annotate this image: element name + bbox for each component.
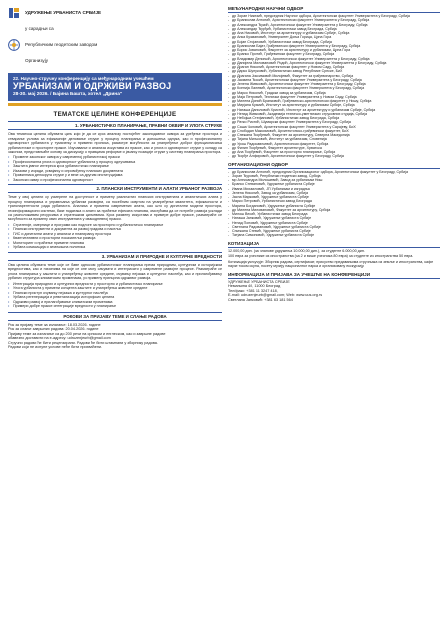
committee-member: - мр Александра Милошевић, Завод за урбанизам Ниш xyxy=(228,178,440,182)
topic-item: • Мониторинг и праћење примене планова xyxy=(8,241,222,246)
committee-member: - др Бранислав Антонић, председник Организационог одбора, Архитектонски факултет у Београду, Србија xyxy=(228,170,440,174)
topics-title: ТЕМАТСКЕ ЦЕЛИНЕ КОНФЕРЕНЦИЈЕ xyxy=(53,111,177,119)
committee-member: - др Бранислав Бајат, Грађевински факултет Универзитета у Београду, Србија xyxy=(228,44,440,48)
org-committee-list xyxy=(228,170,440,238)
right-column xyxy=(228,6,440,302)
committee-member: - др Снежана Ђорђевић, Факултет за архитектуру, Северна Македонија xyxy=(228,133,440,137)
committee-member: - др Владимир Депоњић, Архитектонски факултет Универзитета у Београду, Србија xyxy=(228,57,440,61)
deadlines-heading: РОКОВИ ЗА ПРИЈАВУ ТЕМЕ И СЛАЊЕ РАДОВА xyxy=(8,313,222,321)
contact-email-web[interactable]: Е-mail: udruzenjeurb@gmail.com; Web: www.uus.org.rs xyxy=(228,293,323,298)
committee-member: - Милош Весић, Урбанистички завод Београда xyxy=(228,212,440,216)
committee-member: - Јасна Марковић, Удружење урбаниста Србије xyxy=(228,195,440,199)
topic-item: • Плански приступ очувању пејзажа и културног наслеђа xyxy=(8,291,222,296)
scientific-committee-list xyxy=(228,14,440,159)
committee-member: - Ивана Михаиловић, ЈП Урбанизам и изградња xyxy=(228,187,440,191)
section-text: Ова целина обухвата теме које се баве односом урбанистичког планирања према природним, културним и историјским вредностима, као и начинима на које се оне могу сачувати и интегрисати у савремене развојне процесе. Разматраће се улога планирања у заштити и унапређењу животне средине, очувању пејзажа и културног наслеђа, као и прилагођавању урбаних структура климатским променама, уз примену принципа одрживог развоја. xyxy=(8,262,222,281)
with-row xyxy=(8,22,222,36)
banner-title: УРБАНИЗАМ И ОДРЖИВИ РАЗВОЈ xyxy=(13,81,172,92)
section-3 xyxy=(8,252,222,309)
committee-member: - Марко Петровић, Урбанистички завод Београда xyxy=(228,199,440,203)
committee-member: - др Филип Ђорђевић, Факултет архитектуре, Хрватска xyxy=(228,146,440,150)
organizer-name: УДРУЖЕЊЕ УРБАНИСТА СРБИЈЕ xyxy=(25,10,102,16)
fees-heading: КОТИЗАЦИЈА xyxy=(228,241,440,248)
fee-line: Котизација укључује: Зборник радова, сертификат, присуство предавањима стручњака из земље и иностранства, кафе паузе током скупа, посету музеју националног парка и организовану екскурзију. xyxy=(228,259,434,268)
topic-item: • Професионална улога и одговорност урбаниста у процесу одлучивања xyxy=(8,160,222,165)
committee-member: - др Мирјана Кузмић, Институт за архитектуру и урбанизам Србије, Србија xyxy=(228,103,440,107)
committee-member: - Сњежана Стевић, Удружење урбаниста Србије xyxy=(228,229,440,233)
committee-member: - др Ана Никовић, Институт за архитектуру и урбанизам Србије, Србија xyxy=(228,31,440,35)
committee-member: - др Борис Јовановић, Факултет за архитектуру и урбанизам, Црна Гора xyxy=(228,48,440,52)
organizer-row xyxy=(8,6,222,20)
topic-item: • Примери добре праксе интеграције вредности у планирање xyxy=(8,304,222,309)
committee-member: - др Дарко Шупуковић, Урбанистички завод Републике Српске, БиХ xyxy=(228,69,440,73)
committee-member: - др Јелена Живковић, Архитектонски факултет Универзитета у Београду, Србија xyxy=(228,82,440,86)
topic-item: • Улога урбаниста у примени концепта заштите и унапређења животне средине xyxy=(8,286,222,291)
committee-member: - др Јасмина Ђокић, Архитектонски факултет Универзитета у Београду, Србија xyxy=(228,78,440,82)
conference-banner xyxy=(8,73,222,101)
association-logo-icon xyxy=(8,7,20,19)
section-heading: 2. ПЛАНСКИ ИНСТРУМЕНТИ И АЛАТИ УРБАНОГ РАЗВОЈА xyxy=(8,184,222,193)
committee-member: - др Ратко Ристић, Шумарски факултет Универзитета у Београду, Србија xyxy=(228,120,440,124)
section-1 xyxy=(8,121,222,182)
committee-member: - др Ана Ђорђевић, Факултет за просторно планирање, Србија xyxy=(228,150,440,154)
banner-subtitle: 22. Научно-стручну конференцију са међународним учешћем xyxy=(13,76,154,81)
section-2 xyxy=(8,184,222,249)
committee-member: - Наташа Јанковић, Удружење урбаниста Србије xyxy=(228,216,440,220)
topic-item: • Квантитативни и просторни показатељи развоја xyxy=(8,236,222,241)
topic-item: • Стратегије, смернице и програми као подлоге за просторно и урбанистичко планирање xyxy=(8,223,222,228)
topic-item: • ГИС и дигитални алати у анализи и планирању простора xyxy=(8,232,222,237)
committee-member: - др Милена Динић Бранковић, Грађевинско-архитектонски факултет у Нишу, Србија xyxy=(228,99,440,103)
committee-member: - др Наташа Даниловић Христић, Институт за архитектуру и урбанизам Србије, Србија xyxy=(228,108,440,112)
contact-address: Немањина 4/I, 11000 Београд xyxy=(228,284,281,289)
role-row xyxy=(8,54,222,68)
committee-member: - др Бојан Стојановић, Урбанистички завод Београда, Србија xyxy=(228,40,440,44)
committee-member: - др Марко Николић, Градски завод за урбанизам, Србија xyxy=(228,91,440,95)
committee-member: - др Маја Петровић, Технички факултет Универзитета у Новом Саду, Србија xyxy=(228,95,440,99)
topic-item: • Промене законског оквира у савременој урбанистичкој пракси xyxy=(8,155,222,160)
committee-member: - др Небојша Стефановић, Урбанистички завод Београда, Србија xyxy=(228,116,440,120)
section-text: Теме у овој целини су усмерене на доступност и примену различитих планских инструмената и аналитичких алата у процесу планирања и управљања урбаним развојем, са посебним освртом на унапређење квалитета, ефикасности и транспарентности рада урбаниста. Анализа и примена савремених алата, као што су дигитални модели простора, геоинформациони системи, базе података и алати за праћење ефеката планова, омогућава да се потребе развоја усклади са расположивим ресурсима и стратешким циљевима. Кроз размену искустава и примере добре праксе, разматраће се могућности за примену ових инструмената у свакодневној пракси. xyxy=(8,195,222,222)
contact-person: Светлана Јанковић: +381 63 181 564 xyxy=(228,297,293,302)
committee-member: - др Бранислав Антонић, Архитектонски факултет Универзитета у Београду, Србија xyxy=(228,18,440,22)
section-topic-list xyxy=(8,223,222,250)
committee-member: - Зоран Ђуровић, Републички геодетски завод, Србија xyxy=(228,174,440,178)
deadline-line: Рок за слање завршних радова: 20.04.2026. године xyxy=(8,327,99,332)
accent-stripe xyxy=(8,103,222,106)
committee-member: - др Тијана Миљковић, Институт за урбанизам, Словенија xyxy=(228,137,440,141)
committee-member: - др Ксенија Лалевић, Архитектонски факултет Универзитета у Београду, Србија xyxy=(228,86,440,90)
committee-member: - др Александра Ђукић, Архитектонски факултет Универзитета у Београду, Србија xyxy=(228,23,440,27)
partner-name: Републичким геодетским заводом xyxy=(25,42,98,48)
committee-member: - др Слободан Максимовић, Архитектонско-грађевински факултет, БиХ xyxy=(228,129,440,133)
committee-member: - Марина Богдановић, Удружење урбаниста Србије xyxy=(228,204,440,208)
committee-member: - Бранко Стевановић, Удружење урбаниста Србије xyxy=(228,182,440,186)
fee-line: 100 евра за учеснике из иностранства (за 2 и више учесника 80 евра) за студенте из иностранства 50 евра. xyxy=(228,254,414,258)
committee-member: - Јелена Николић, Завод за урбанизам, Србија xyxy=(228,191,440,195)
contact-heading: ИНФОРМАЦИЈА И ПРИЈАВА ЗА УЧЕШЋЕ НА КОНФЕРЕНЦИЈИ xyxy=(228,272,440,279)
org-committee-heading: ОРГАНИЗАЦИОНИ ОДБОР xyxy=(228,162,440,169)
deadline-line: обавезно доставити на е-адресу: udruzenjeurb@gmail.com xyxy=(8,336,111,341)
banner-date-venue: 28-30. мај 2026. / Бајина Башта, хотел „Дрина" xyxy=(13,92,123,98)
topic-item: • Заштита јавног интереса кроз урбанистичко планирање xyxy=(8,164,222,169)
committee-member: - др Драган Николић, Архитектонски факултет у Новом Саду, Србија xyxy=(228,65,440,69)
topic-item: • Урбана регенерација и ревитализација историјских целина xyxy=(8,295,222,300)
committee-member: - др Данијела Миловановић Родић, Архитектонски факултет Универзитета у Београду, Србија xyxy=(228,61,440,65)
committee-member: - др Анка Кузмановић, Универзитет Доња Горица, Црна Гора xyxy=(228,35,440,39)
geodetic-institute-logo-icon xyxy=(8,39,20,51)
topic-item: • Интеграција природних и културних вредности у просторно и урбанистичко планирање xyxy=(8,282,222,287)
topic-item: • Изазови у изради, усвајању и спровођењу планских докумената xyxy=(8,169,222,174)
contact-organization: УДРУЖЕЊЕ УРБАНИСТА СРБИЈЕ xyxy=(228,279,290,284)
topic-item: • Урбана комасација и земљишна политика xyxy=(8,245,222,250)
committee-member: - др Урош Радосављевић, Архитектонски факултет, Србија xyxy=(228,142,440,146)
section-topic-list xyxy=(8,155,222,182)
committee-member: - др Александар Ђурђић, Урбанистички завод Београда, Србија xyxy=(228,27,440,31)
deadlines-box xyxy=(8,312,222,351)
committee-member: - др Ненад Живковић, Академија техничко-уметничких струковних студија, Србија xyxy=(228,112,440,116)
deadline-line: Пријаву теме за излагање са до 200 речи на српском и енглеском, као и завршне радове xyxy=(8,331,166,336)
deadline-line: Радови који не испуне услове неће бити прихваћени. xyxy=(8,345,103,350)
committee-member: - др Зоран Никезић, председник Научног одбора, Архитектонски факултет Универзитета у Београду, Србија xyxy=(228,14,440,18)
topic-item: • Плански инструменти и документа за развој градова и насеља xyxy=(8,227,222,232)
fee-line: 12.000,00 дин. (за чланове удружења 10.000,00 дин.), за студенте 6.000,00 дин. xyxy=(228,248,365,253)
contact-phone: Тел/факс: +381 11 3247 418, xyxy=(228,288,278,293)
deadline-line: Рок за пријаву теме за излагање: 18.03.2026. године xyxy=(8,322,101,327)
topic-item: • Законски оквир и професионална одговорност xyxy=(8,178,222,183)
committee-member: - др Саша Чоловић, Архитектонски факултет Универзитета у Сарајеву, БиХ xyxy=(228,125,440,129)
committee-member: - Татјана Симоновић, Удружење урбаниста Србије xyxy=(228,233,440,237)
section-topic-list xyxy=(8,282,222,309)
section-text: Ова тематска целина обухвата циљ који је да се кроз анализу постојећег законодавног оквира за уређење простора и стварање услова за ефикасније деловање струке у процесу планирања и доношења одлука, као и професионалну одговорност урбаниста у тумачењу и примени прописа, размотре могућности за унапређење доброг функционисања урбанистичке и просторне праксе. Изучавање и анализа искустава из праксе, као и улога и одговорност струке у складу са законом, представљаће основу за дискусију о правцима реформе и јачању позиције струке у систему планирања простора. xyxy=(8,132,222,155)
with-text: у сарадњи са xyxy=(25,26,54,32)
topic-item: • Одрживи развој и прилагођавање климатским променама xyxy=(8,300,222,305)
section-heading: 1. УРБАНИСТИЧКО ПЛАНИРАЊЕ, ПРАВНИ ОКВИР И УЛОГА СТРУКЕ xyxy=(8,121,222,130)
topic-item: • Правилника делокруга струке у и везе са другим институцијама xyxy=(8,173,222,178)
scientific-committee-heading: МЕЂУНАРОДНИ НАУЧНИ ОДБОР xyxy=(228,6,440,13)
committee-member: - др Милена Миловановић, Факултет за архитектуру, Србија xyxy=(228,208,440,212)
committee-member: - др Бранко Протић, Грађевински факултет у Београду, Србија xyxy=(228,52,440,56)
partner-row xyxy=(8,38,222,52)
committee-member: - Ненад Поповић, Удружење урбаниста Србије xyxy=(228,221,440,225)
committee-member: - др Драгана Јоксимовић Милојевић, Факултет за грађевинарство, Србија xyxy=(228,74,440,78)
left-column xyxy=(8,6,222,350)
committee-member: - др Ђорђе Алфировић, Архитектонски факултет у Београду, Србија xyxy=(228,154,440,158)
deadline-line: Стручни радови ће бити рецензирани. Радови ће бити штампани у зборнику радова. xyxy=(8,340,158,345)
role-text: Организују xyxy=(25,58,49,64)
section-heading: 3. УРБАНИЗАМ И ПРИРОДНЕ И КУЛТУРНЕ ВРЕДНОСТИ xyxy=(8,252,222,261)
committee-member: - Светлана Радовановић, Удружење урбаниста Србије xyxy=(228,225,440,229)
